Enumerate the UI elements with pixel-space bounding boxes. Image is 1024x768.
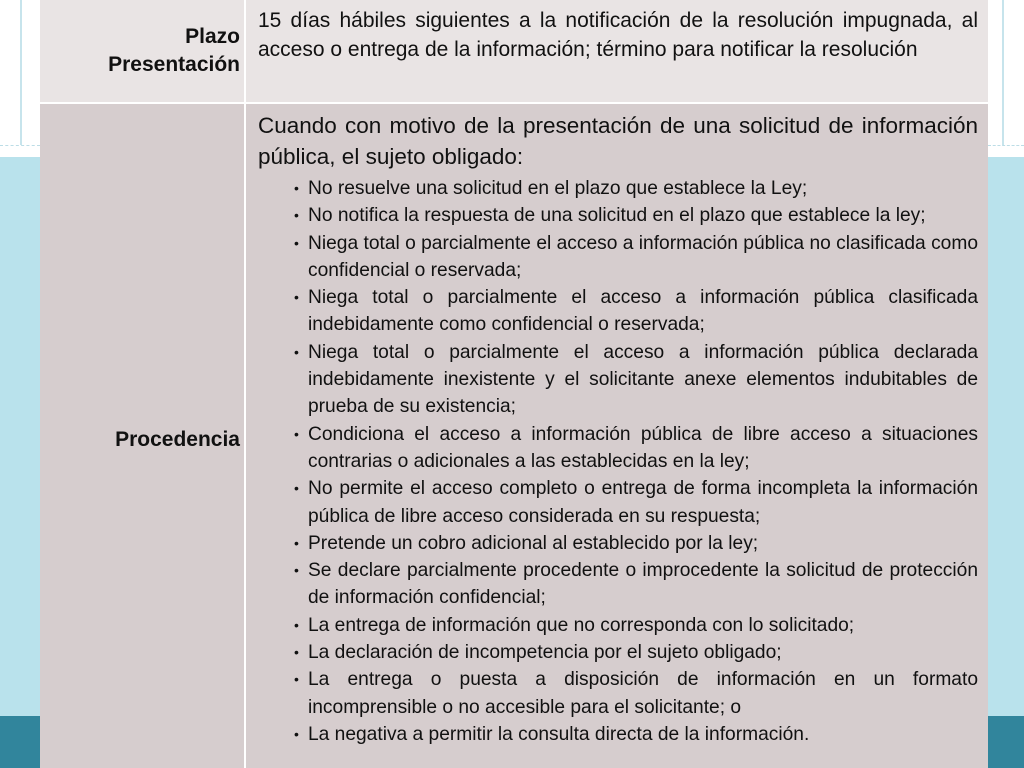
- left-side-band: [0, 157, 40, 768]
- table-row-procedencia: [40, 104, 988, 768]
- list-item-text: La entrega o puesta a disposición de información en un formato incomprensible o no accesible para el solicitante; o: [308, 669, 978, 718]
- recurso-table: [40, 0, 988, 768]
- bullet-icon: •: [294, 207, 299, 224]
- list-item: [294, 475, 978, 530]
- bullet-icon: •: [294, 180, 299, 196]
- procedencia-intro: Cuando con motivo de la presentación de una solicitud de información pública, el sujeto obligado:: [258, 113, 978, 169]
- bullet-icon: •: [294, 289, 299, 306]
- list-item: [294, 284, 978, 339]
- left-bottom-accent: [0, 716, 40, 768]
- list-item-text: La negativa a permitir la consulta directa de la información.: [308, 723, 810, 745]
- list-item: [294, 666, 978, 721]
- bullet-icon: •: [294, 534, 299, 551]
- list-item: [294, 721, 978, 748]
- right-frame-line: [1002, 0, 1004, 145]
- bullet-icon: •: [294, 725, 299, 742]
- procedencia-content-cell: [244, 104, 988, 768]
- bullet-icon: •: [294, 644, 299, 661]
- right-side-band: [988, 157, 1024, 768]
- list-item-text: Se declare parcialmente procedente o improcedente la solicitud de protección de información confidencial;: [308, 560, 978, 609]
- plazo-label-cell: [40, 0, 244, 102]
- list-item-text: La entrega de información que no corresponda con lo solicitado;: [308, 614, 855, 636]
- bullet-icon: •: [294, 234, 299, 251]
- list-item: [294, 612, 978, 639]
- plazo-label-line2: Presentación: [108, 53, 240, 76]
- list-item-text: No permite el acceso completo o entrega de forma incompleta la información pública de libre acceso considerada en su respuesta;: [308, 478, 978, 527]
- list-item-text: Condiciona el acceso a información pública de libre acceso a situaciones contrarias o adicionales a las establecidas en la ley;: [308, 423, 978, 472]
- procedencia-label-cell: [40, 104, 244, 768]
- bullet-icon: •: [294, 562, 299, 579]
- column-divider: [244, 0, 246, 768]
- list-item: [294, 175, 978, 202]
- right-bottom-accent: [988, 716, 1024, 768]
- list-item-text: Niega total o parcialmente el acceso a información pública clasificada indebidamente como confidencial o reservada;: [308, 287, 978, 336]
- table-row-plazo: [40, 0, 988, 102]
- right-dashed-rule: [988, 145, 1024, 146]
- list-item: [294, 639, 978, 666]
- bullet-icon: •: [294, 425, 299, 442]
- left-frame-line: [20, 0, 22, 145]
- plazo-label-line1: Plazo: [185, 25, 240, 48]
- list-item-text: No resuelve una solicitud en el plazo que establece la Ley;: [308, 178, 808, 199]
- list-item-text: No notifica la respuesta de una solicitud en el plazo que establece la ley;: [308, 205, 926, 227]
- list-item: [294, 202, 978, 229]
- bullet-icon: •: [294, 343, 299, 360]
- left-dashed-rule: [0, 145, 40, 146]
- bullet-icon: •: [294, 616, 299, 633]
- bullet-icon: •: [294, 480, 299, 497]
- list-item: [294, 230, 978, 285]
- list-item-text: Niega total o parcialmente el acceso a información pública declarada indebidamente inexistente y el solicitante anexe elementos indubitables de prueba de su existencia;: [308, 341, 978, 418]
- list-item-text: La declaración de incompetencia por el sujeto obligado;: [308, 642, 782, 664]
- list-item: [294, 421, 978, 476]
- plazo-text: 15 días hábiles siguientes a la notificación de la resolución impugnada, al acceso o entrega de la información; término para notificar la resolución: [258, 9, 978, 61]
- list-item-text: Niega total o parcialmente el acceso a información pública no clasificada como confidencial o reservada;: [308, 232, 978, 281]
- list-item-text: Pretende un cobro adicional al establecido por la ley;: [308, 532, 759, 554]
- procedencia-label: Procedencia: [115, 428, 240, 451]
- plazo-content-cell: [244, 0, 988, 102]
- list-item: [294, 557, 978, 612]
- bullet-icon: •: [294, 671, 299, 688]
- list-item: [294, 339, 978, 421]
- list-item: [294, 530, 978, 557]
- procedencia-bullet-list: [258, 175, 978, 748]
